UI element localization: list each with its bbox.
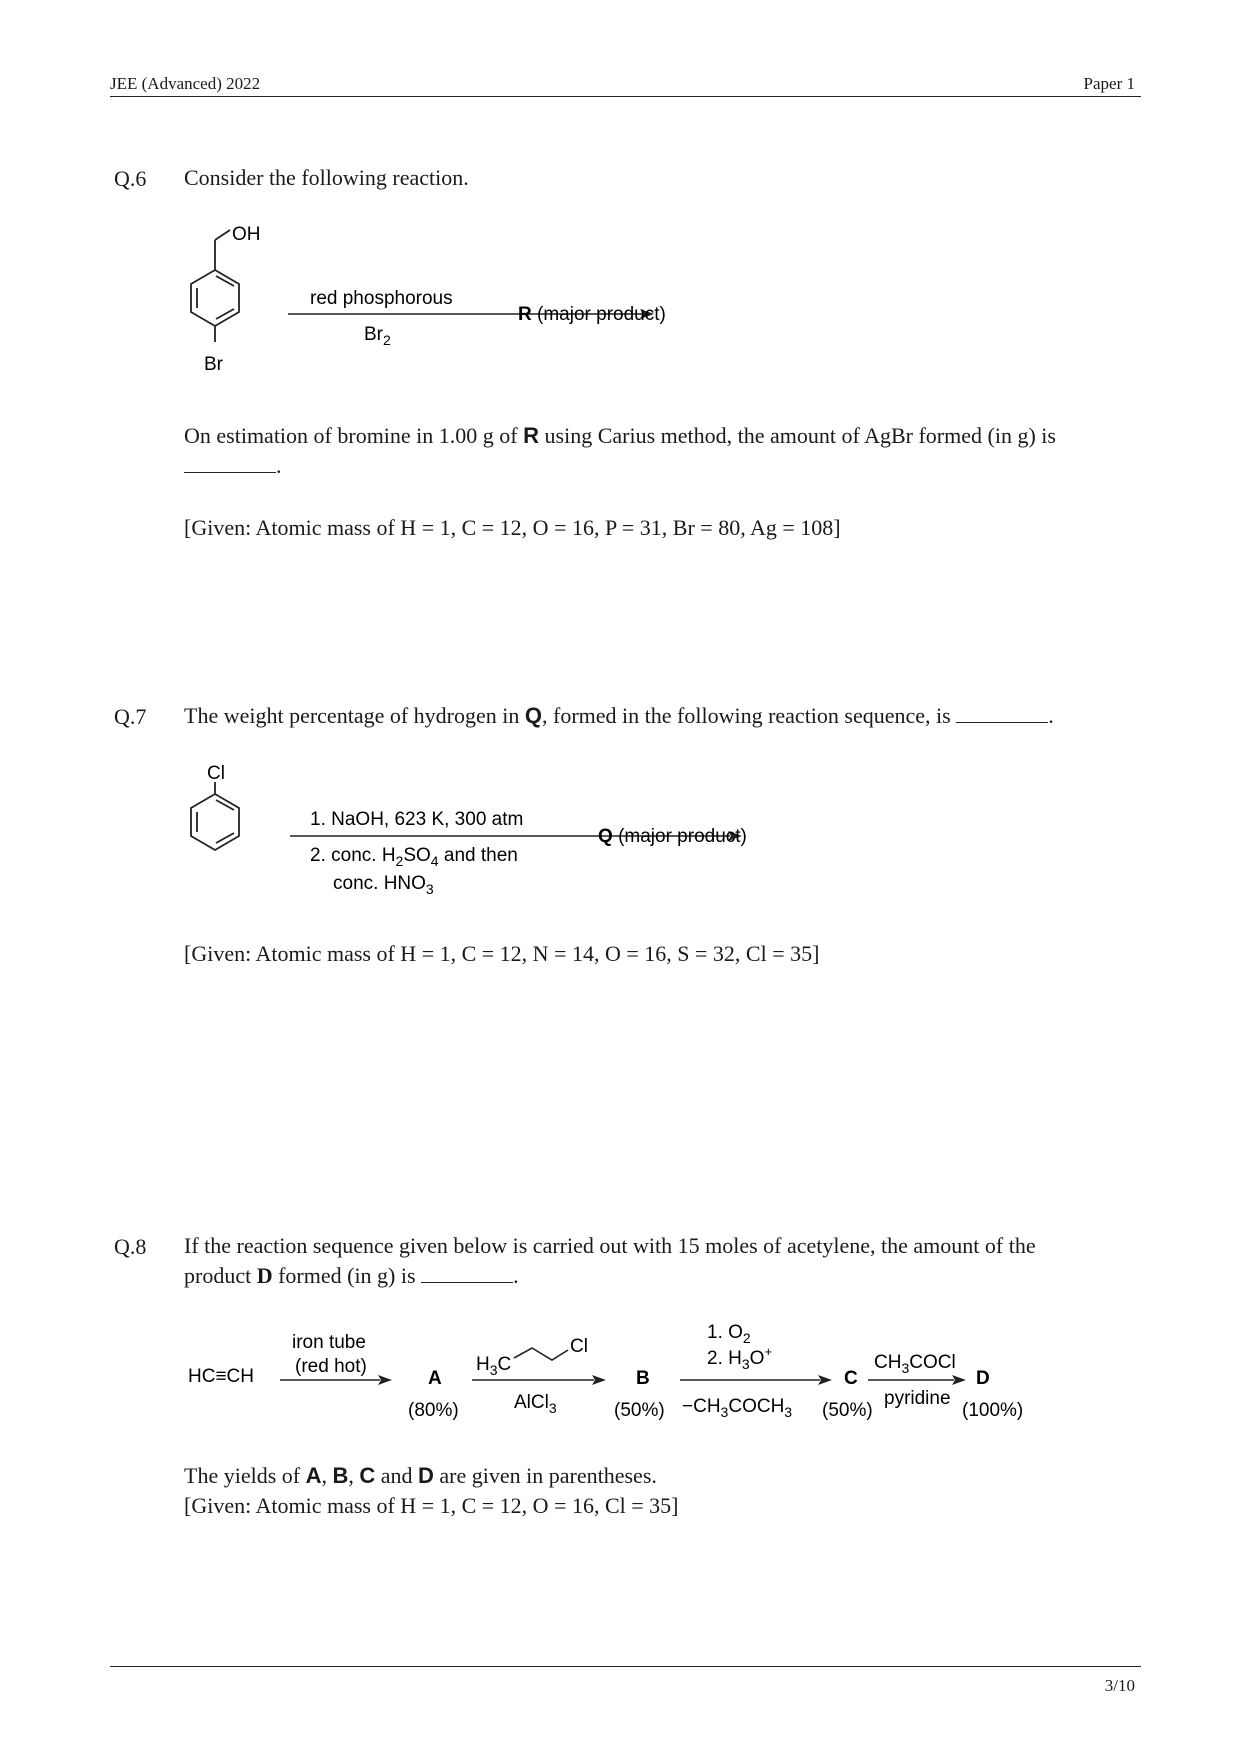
q8-r2-bottom: AlCl$_3$: [514, 1392, 557, 1416]
q8-r3-bottom: $-CH_3COCH_3$: [682, 1396, 793, 1420]
q8-A: A: [428, 1368, 442, 1389]
header-rule: [110, 96, 1141, 97]
footer-page-number: 3/10: [1104, 1676, 1135, 1695]
q8-r2-cl: Cl: [570, 1336, 588, 1357]
q6-product: R (major product): [518, 304, 666, 325]
q8-given: [Given: Atomic mass of H = 1, C = 12, O = 16, Cl = 35]: [184, 1493, 679, 1518]
q8-r3-top2: 2. $H_3O^+$: [707, 1344, 773, 1372]
q6-number: Q.6: [114, 166, 147, 191]
benzene-ring: [191, 230, 239, 342]
q8-note: The yields of A, B, C and D are given in parentheses.: [184, 1463, 657, 1488]
q7-number: Q.7: [114, 704, 147, 729]
q8-r1-top2: (red hot): [295, 1356, 367, 1377]
q6-oh-label: OH: [232, 224, 261, 245]
q7-question-text: The weight percentage of hydrogen in Q, formed in the following reaction sequence, is .: [184, 703, 1054, 728]
q8-acetylene: HC≡CH: [188, 1366, 254, 1387]
q7-cl-label: Cl: [207, 763, 225, 784]
q8-question-text: If the reaction sequence given below is carried out with 15 moles of acetylene, the amount of the product D formed (in g) is .: [184, 1233, 1036, 1288]
q8-yieldD: (100%): [962, 1400, 1024, 1421]
q6-answer-blank[interactable]: [184, 454, 276, 473]
q8-B: B: [636, 1368, 650, 1389]
q8-D: D: [976, 1368, 990, 1389]
q6-reaction-scheme: [160, 220, 720, 390]
q8-r2-h3c: $H_3C$: [476, 1354, 512, 1378]
q8-answer-blank[interactable]: [421, 1264, 513, 1283]
footer-rule: [110, 1666, 1141, 1667]
header-paper: Paper 1: [1083, 74, 1135, 93]
q8-arrow2-head: [592, 1375, 606, 1385]
q8-yieldA: (80%): [408, 1400, 459, 1421]
q8-arrow4-head: [952, 1375, 966, 1385]
chlorobenzene-ring: [191, 782, 239, 850]
q8-r4-top: $CH_3COCl$: [874, 1352, 956, 1376]
q8-arrow3-head: [818, 1375, 832, 1385]
q8-r1-top1: iron tube: [292, 1332, 366, 1353]
q8-r4-bottom: pyridine: [884, 1388, 951, 1409]
q8-C: C: [844, 1368, 858, 1389]
q8-reaction-scheme: [180, 1320, 1080, 1440]
q8-number: Q.8: [114, 1234, 147, 1259]
q7-answer-blank[interactable]: [956, 704, 1048, 723]
q8-r3-top1: 1. $O_2$: [707, 1322, 751, 1346]
q8-arrow1-head: [378, 1375, 392, 1385]
q8-propyl-chain: [514, 1348, 568, 1360]
q7-step3: conc. $HNO_3$: [333, 873, 434, 897]
q6-br-label: Br: [204, 354, 223, 375]
q7-step2: 2. conc. $H_2SO_4$ and then: [310, 845, 518, 869]
q7-given: [Given: Atomic mass of H = 1, C = 12, N = 14, O = 16, S = 32, Cl = 35]: [184, 941, 820, 966]
q6-given: [Given: Atomic mass of H = 1, C = 12, O = 16, P = 31, Br = 80, Ag = 108]: [184, 515, 841, 540]
q6-reagent-bottom: $Br_2$: [364, 324, 391, 348]
q6-reagent-top: red phosphorous: [310, 288, 453, 309]
q7-step1: 1. NaOH, 623 K, 300 atm: [310, 809, 524, 830]
q6-question-text: On estimation of bromine in 1.00 g of R using Carius method, the amount of AgBr formed (in g) is .: [184, 423, 1056, 478]
q8-yieldB: (50%): [614, 1400, 665, 1421]
q6-intro: Consider the following reaction.: [184, 165, 469, 190]
q7-reaction-scheme: [160, 760, 800, 910]
q8-yieldC: (50%): [822, 1400, 873, 1421]
q7-product: Q (major product): [598, 826, 747, 847]
header-exam-title: JEE (Advanced) 2022: [110, 74, 261, 93]
